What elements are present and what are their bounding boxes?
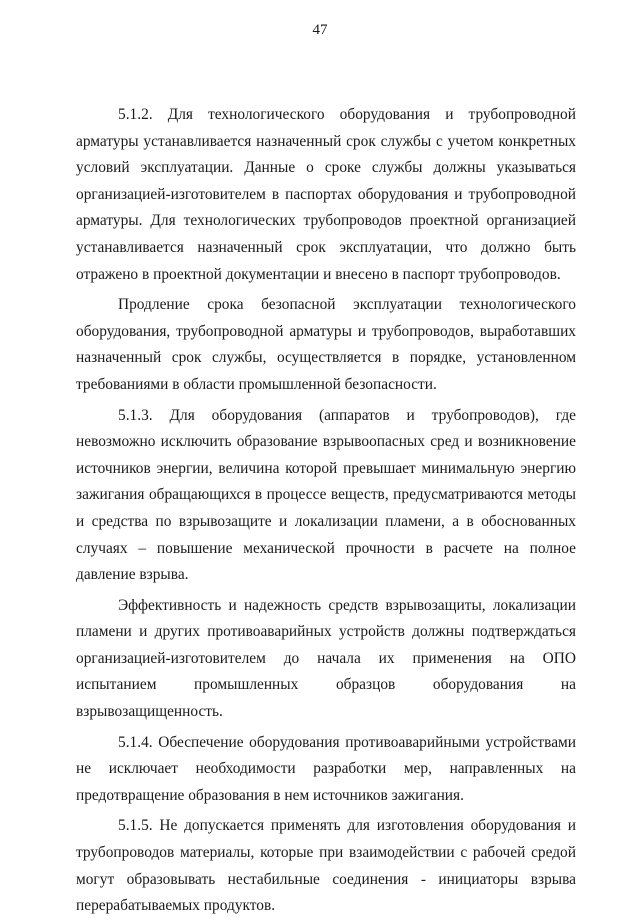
page-number: 47 [312,22,328,38]
paragraph-service-life-extension: Продление срока безопасной эксплуатации технологического оборудования, трубопроводной арматуры и трубопроводов, выработавших назначенный срок службы, осуществляется в порядке, установленном требованиями в области промышленной безопасности. [76,296,576,393]
paragraph-5-1-2: 5.1.2. Для технологического оборудования и трубопроводной арматуры устанавливается назначенный срок службы с учетом конкретных условий эксплуатации. Данные о сроке службы должны указываться организацией-изготовителем в паспортах оборудования и трубопроводной арматуры. Для технологических трубопроводов проектной организацией устанавливается назначенный срок эксплуатации, что должно быть отражено в проектной документации и внесено в паспорт трубопроводов. [76,106,576,283]
paragraph-5-1-3: 5.1.3. Для оборудования (аппаратов и трубопроводов), где невозможно исключить образование взрывоопасных сред и возникновение источников энергии, величина которой превышает минимальную энергию зажигания обращающихся в процессе веществ, предусматриваются методы и средства по взрывозащите и локализации пламени, а в обоснованных случаях – повышение механической прочности в расчете на полное давление взрыва. [76,406,576,584]
paragraph-5-1-5: 5.1.5. Не допускается применять для изготовления оборудования и трубопроводов материалы, которые при взаимодействии с рабочей средой могут образовывать нестабильные соединения - инициаторы взрыва перерабатываемых продуктов. [76,817,576,915]
paragraph-5-1-4: 5.1.4. Обеспечение оборудования противоаварийными устройствами не исключает необходимости разработки мер, направленных на предотвращение образования в нем источников зажигания. [76,733,576,804]
document-body [76,102,576,920]
paragraph-explosion-protection: Эффективность и надежность средств взрывозащиты, локализации пламени и других противоаварийных устройств должны подтверждаться организацией-изготовителем до начала их применения на ОПО испытанием промышленных образцов оборудования на взрывозащищенность. [76,596,576,721]
